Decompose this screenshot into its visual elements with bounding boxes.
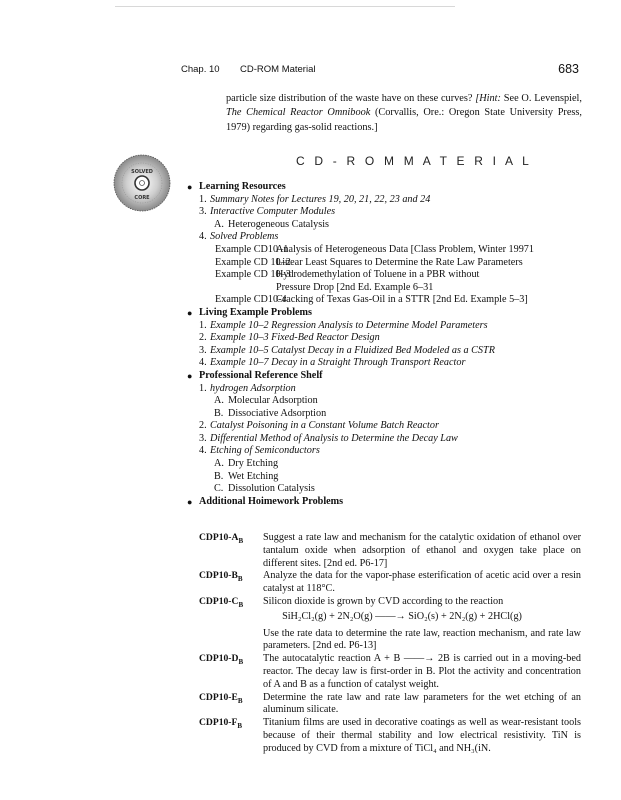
list-subitem: A. Dry Etching — [214, 458, 279, 470]
intro-text-3: (Corvallis, Ore.: Oregon State University Press, 1979) regarding gas-solid reactions.] — [226, 107, 583, 133]
list-subitem: B. Wet Etching — [214, 470, 279, 482]
problem-code: $CDP10-A_B$ — [199, 532, 244, 545]
problem-text: Analyze the data for the vapor-phase esterification of acetic acid over a resin catalyst at 118°C. — [263, 570, 581, 595]
page-number: 683 — [558, 62, 579, 76]
bullet-icon: ● — [187, 307, 193, 318]
example-row: Example CD10-4 Cracking of Texas Gas-Oil in a STTR [2nd Ed. Example 5–3] — [215, 294, 528, 306]
homework-problems — [199, 532, 581, 756]
problem-item — [199, 692, 581, 718]
list-item: 4. Etching of Semiconductors — [199, 445, 320, 457]
problem-code: $CDP10-E_B$ — [199, 691, 243, 705]
list-subitem: C. Dissolution Catalysis — [214, 483, 315, 495]
intro-text-2: See O. Levenspiel, — [500, 93, 582, 104]
bullet-icon: ● — [187, 182, 193, 192]
professional-reference-section — [183, 370, 581, 383]
list-subitem: A. Heterogeneous Catalysis — [214, 218, 329, 230]
problem-code: $CDP10-F_B$ — [199, 717, 243, 731]
intro-text-1: particle size distribution of the waste have on these curves? — [226, 93, 476, 104]
cd-top-text: SOLVED — [131, 169, 153, 175]
list-subitem: A. Molecular Adsorption — [214, 395, 318, 407]
living-examples-section — [183, 307, 581, 320]
problem-text: Determine the rate law and rate law parameters for the wet etching of an aluminum silicate. — [263, 691, 581, 716]
list-item: 3. Example 10–5 Catalyst Decay in a Fluidized Bed Modeled as a CSTR — [199, 344, 495, 356]
problem-item — [199, 570, 581, 596]
intro-book-title: The Chemical Reactor Omnibook — [226, 107, 371, 119]
cd-material-list — [183, 181, 581, 508]
reaction-equation: SiH₂Cl₂(g) + 2N₂O(g) ——→ SiO₂(s) + 2N₂(g) + 2HCl(g) — [282, 610, 522, 622]
chapter-label: Chap. 10 — [181, 64, 220, 75]
section-label: CD-ROM Material — [240, 64, 316, 75]
problem-code: $CDP10-B_B$ — [199, 570, 243, 584]
living-title: Living Example Problems — [199, 306, 313, 318]
problem-code: $CDP10-D_B$ — [199, 653, 244, 667]
problem-item — [199, 717, 581, 755]
cd-bottom-text: CORE — [134, 195, 150, 201]
problem-text: Titanium films are used in decorative coatings as well as wear-resistant tools because of their thermal stability and low electrical resistivity. TiN is produced by CVD from a mixture of TiCl₄ and NH₃(iN. — [263, 717, 581, 754]
list-item: 1. Summary Notes for Lectures 19, 20, 21, 22, 23 and 24 — [199, 193, 431, 205]
problem-text-continued: Use the rate data to determine the rate law, reaction mechanism, and rate law parameters. [2nd ed. P6-13] — [263, 627, 581, 652]
professional-title: Professional Reference Shelf — [199, 369, 323, 381]
example-row: Example CD 10–2 Linear Least Squares to Determine the Rate Law Parameters — [215, 256, 523, 268]
list-item: 2. Example 10–3 Fixed-Bed Reactor Design — [199, 332, 380, 344]
learning-resources-section — [183, 181, 581, 194]
list-item: 2. Catalyst Poisoning in a Constant Volume Batch Reactor — [199, 420, 439, 432]
intro-hint: [Hint: — [475, 93, 501, 104]
example-row: Example CD10–1 Analysis of Heterogeneous Data [Class Problem, Winter 19971 — [215, 243, 534, 255]
list-subitem: B. Dissociative Adsorption — [214, 407, 327, 419]
top-rule — [115, 6, 455, 7]
homework-section — [183, 496, 581, 509]
bullet-icon: ● — [187, 370, 193, 381]
page-header — [181, 64, 579, 78]
cd-rom-icon — [112, 153, 172, 213]
section-heading: C D - R O M M A T E R I A L — [296, 154, 532, 168]
problem-code: $CDP10-C_B$ — [199, 595, 244, 609]
learning-title: Learning Resources — [199, 181, 286, 192]
list-item: 4. Solved Problems — [199, 231, 279, 243]
list-item: 4. Example 10–7 Decay in a Straight Through Transport Reactor — [199, 357, 466, 369]
list-item: 1. hydrogen Adsorption — [199, 382, 296, 394]
problem-item — [199, 653, 581, 691]
list-item: 3. Interactive Computer Modules — [199, 206, 336, 218]
homework-title: Additional Hoimework Problems — [199, 495, 344, 507]
list-item: 1. Example 10–2 Regression Analysis to Determine Model Parameters — [199, 319, 488, 331]
problem-item — [199, 532, 581, 570]
example-continuation: Pressure Drop [2nd Ed. Example 6–31 — [276, 281, 434, 293]
example-row: Example CD 10–3 Hydrodemethylation of Toluene in a PBR without — [215, 269, 480, 281]
problem-text: Silicon dioxide is grown by CVD according to the reaction — [263, 595, 504, 607]
bullet-icon: ● — [187, 496, 193, 507]
problem-item — [199, 596, 581, 653]
list-item: 3. Differential Method of Analysis to Determine the Decay Law — [199, 432, 458, 444]
problem-text: Suggest a rate law and mechanism for the catalytic oxidation of ethanol over tantalum oxide when adsorption of ethanol and oxygen take place on different sites. [2nd ed. P6-17] — [263, 532, 581, 569]
problem-text: The autocatalytic reaction A + B ——→ 2B is carried out in a moving-bed reactor. The decay law is first-order in B. Plot the activity and concentration of A and B as a function of catalyst weight. — [263, 653, 581, 690]
intro-paragraph — [226, 92, 582, 135]
